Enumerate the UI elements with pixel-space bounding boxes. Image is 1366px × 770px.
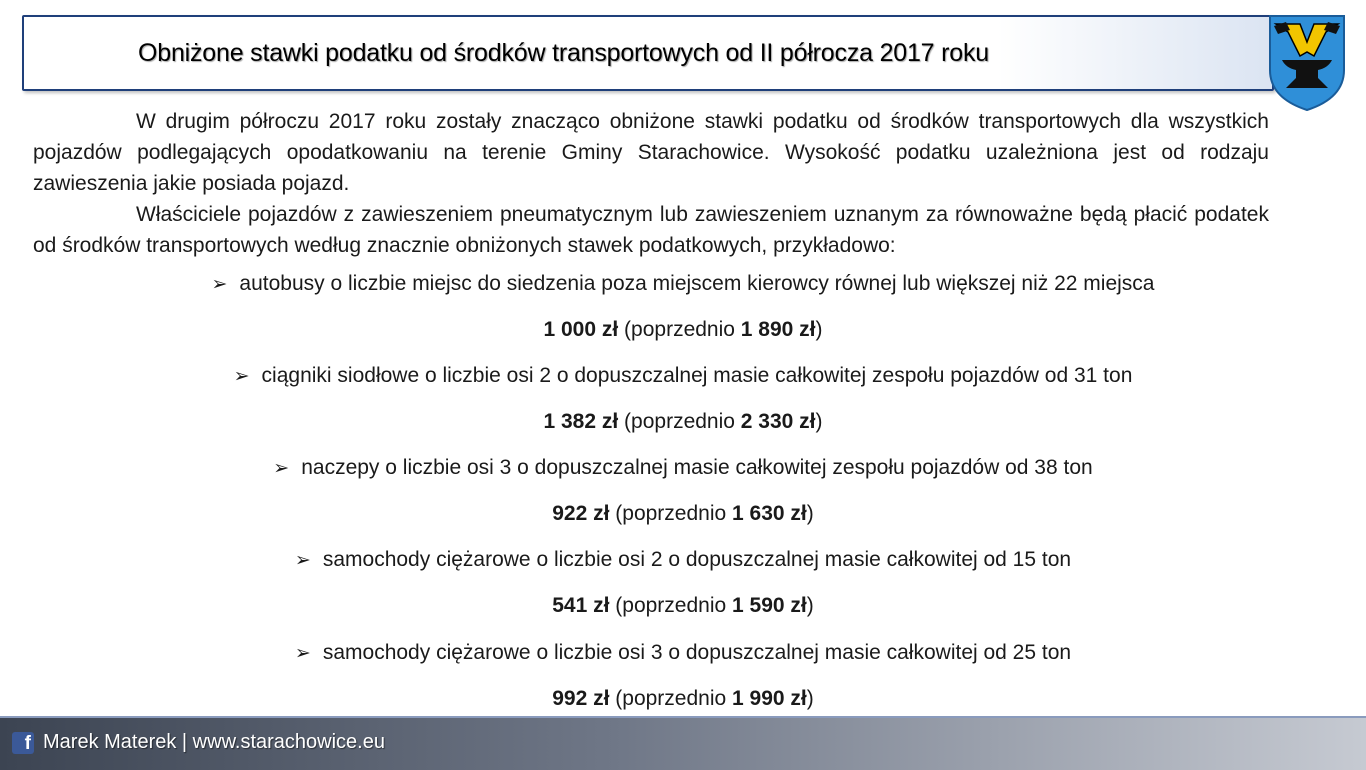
arrow-bullet-icon: ➢ [273,458,290,479]
new-rate: 1 000 zł [543,318,619,341]
arrow-bullet-icon: ➢ [233,366,250,387]
list-item [0,641,1366,665]
footer-bar [0,716,1366,770]
new-rate: 1 382 zł [543,410,619,433]
old-rate: 1 990 zł [732,687,807,710]
price-line [0,594,1366,618]
intro-paragraph-2: Właściciele pojazdów z zawieszeniem pneumatycznym lub zawieszeniem uznanym za równoważne będą płacić podatek od środków transportowych według znacznie obniżonych stawek podatkowych, przykładowo: [33,203,1269,257]
intro-text [33,106,1269,261]
price-line [0,318,1366,342]
page-title: Obniżone stawki podatku od środków transportowych od II półrocza 2017 roku [138,39,989,67]
old-rate: 2 330 zł [740,410,816,433]
previous-label: (poprzednio [624,410,741,433]
closing-paren: ) [806,594,814,617]
footer-credit: Marek Materek | www.starachowice.eu [43,731,385,753]
price-line [0,410,1366,434]
intro-paragraph-1: W drugim półroczu 2017 roku zostały znacząco obniżone stawki podatku od środków transportowych dla wszystkich pojazdów podlegających opodatkowaniu na terenie Gminy Starachowice. Wysokość podatku uzależniona jest od rodzaju zawieszenia jakie posiada pojazd. [33,110,1269,195]
old-rate: 1 890 zł [740,318,816,341]
price-line [0,687,1366,711]
item-label: autobusy o liczbie miejsc do siedzenia poza miejscem kierowcy równej lub większej niż 22 miejsca [239,272,1155,295]
new-rate: 992 zł [552,687,610,710]
item-label: naczepy o liczbie osi 3 o dopuszczalnej masie całkowitej zespołu pojazdów od 38 ton [301,456,1093,479]
new-rate: 922 zł [552,502,610,525]
closing-paren: ) [806,502,814,525]
price-line [0,502,1366,526]
item-label: ciągniki siodłowe o liczbie osi 2 o dopuszczalnej masie całkowitej zespołu pojazdów od 31 ton [261,364,1133,387]
list-item [0,272,1366,296]
facebook-icon[interactable]: f [12,732,34,754]
arrow-bullet-icon: ➢ [294,643,311,664]
arrow-bullet-icon: ➢ [294,550,311,571]
old-rate: 1 590 zł [732,594,807,617]
closing-paren: ) [806,687,814,710]
new-rate: 541 zł [552,594,610,617]
item-label: samochody ciężarowe o liczbie osi 3 o dopuszczalnej masie całkowitej od 25 ton [322,641,1072,664]
previous-label: (poprzednio [615,594,733,617]
starachowice-crest-icon [1266,12,1348,112]
item-label: samochody ciężarowe o liczbie osi 2 o dopuszczalnej masie całkowitej od 15 ton [322,548,1072,571]
list-item [0,548,1366,572]
list-item [0,364,1366,388]
previous-label: (poprzednio [615,687,733,710]
closing-paren: ) [815,318,823,341]
arrow-bullet-icon: ➢ [211,274,228,295]
old-rate: 1 630 zł [732,502,807,525]
previous-label: (poprzednio [624,318,741,341]
closing-paren: ) [815,410,823,433]
list-item [0,456,1366,480]
title-box [22,15,1274,91]
previous-label: (poprzednio [615,502,733,525]
